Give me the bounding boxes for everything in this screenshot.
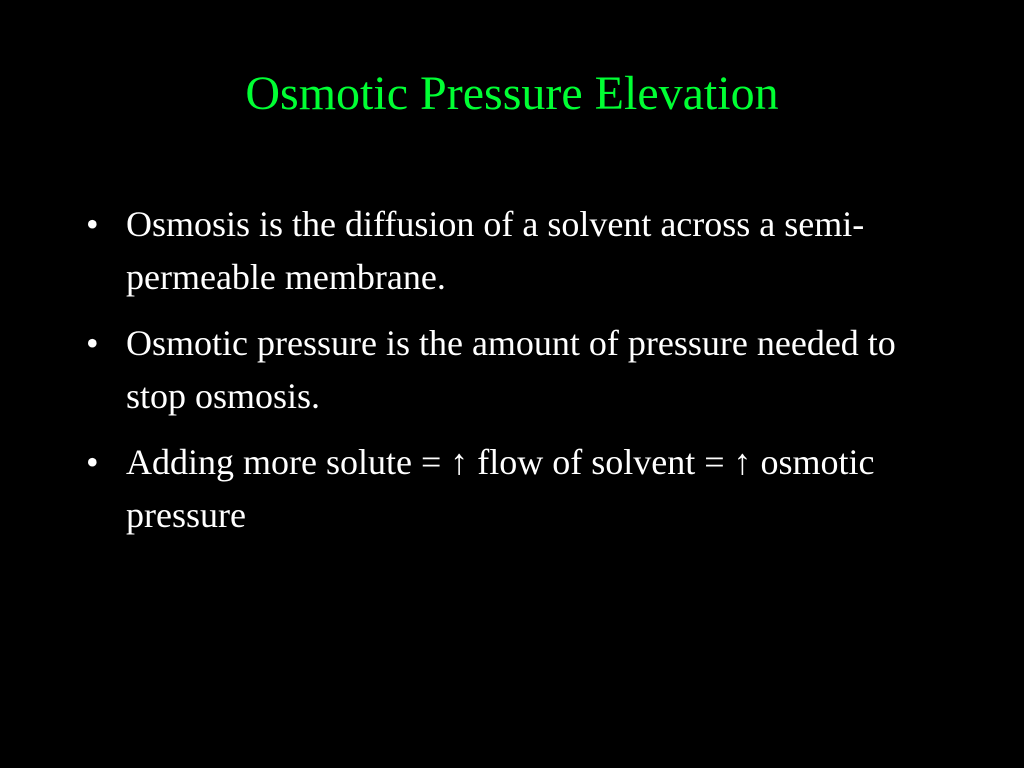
bullet-icon: • [86,204,99,244]
bullet-list [86,198,936,555]
bullet-item [86,198,936,304]
slide-title: Osmotic Pressure Elevation [245,67,779,120]
bullet-icon: • [86,442,99,482]
bullet-text: Osmosis is the diffusion of a solvent across a semi-permeable membrane. [126,204,865,297]
bullet-text: Adding more solute = ↑ flow of solvent = ↑ osmotic pressure [126,442,875,535]
bullet-item [86,436,936,542]
bullet-item [86,317,936,423]
bullet-text: Osmotic pressure is the amount of pressure needed to stop osmosis. [126,323,896,416]
bullet-icon: • [86,323,99,363]
